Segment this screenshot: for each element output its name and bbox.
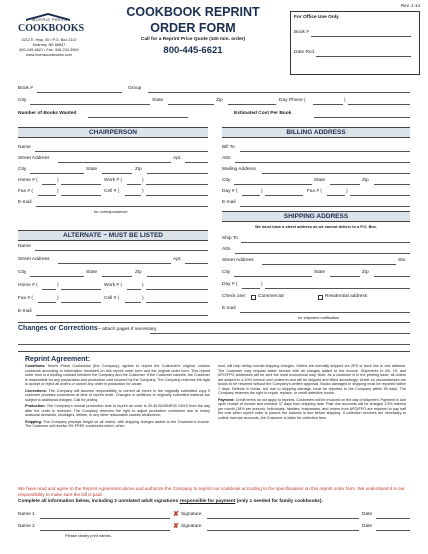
alt-fax-close: ) <box>57 296 59 301</box>
ship-to-label: Ship To <box>222 236 238 241</box>
book-field[interactable] <box>37 92 122 93</box>
chair-city-label: City <box>18 167 27 172</box>
chair-street-label: Street Address <box>18 156 50 161</box>
agreement-col-1 <box>25 364 210 429</box>
office-date-label: Date Rcd <box>294 50 314 55</box>
bill-to-label: Bill To <box>222 145 235 150</box>
chair-apt-field[interactable] <box>185 162 208 163</box>
office-use-box <box>290 11 420 75</box>
office-use-title: For Office Use Only <box>294 15 339 20</box>
chair-fax-field[interactable] <box>61 195 101 196</box>
alt-home-close: ) <box>57 283 59 288</box>
ship-day-area[interactable] <box>242 288 260 289</box>
chair-zip-label: Zip <box>135 167 142 172</box>
name1-label: Name 1 <box>18 512 35 517</box>
bill-attn-label: Attn <box>222 156 231 161</box>
bill-state-label: State <box>314 178 326 183</box>
residential-label: Residential address <box>325 294 368 299</box>
alt-cell-close: ) <box>142 296 144 301</box>
date2-label: Date <box>362 524 373 529</box>
chair-apt-label: Apt. <box>173 156 182 161</box>
city-field[interactable] <box>30 104 150 105</box>
chair-cell-label: Cell # ( <box>104 189 120 194</box>
alt-fax-label: Fax # ( <box>18 296 33 301</box>
changes-field-1[interactable] <box>150 333 410 334</box>
bill-fax-label: Fax # ( <box>307 189 322 194</box>
date1-field[interactable] <box>376 518 410 519</box>
residential-checkbox[interactable] <box>318 295 323 300</box>
bill-day-area[interactable] <box>242 195 260 196</box>
alt-cell-area[interactable] <box>125 302 141 303</box>
address-line-2: Kearney, NE 68847 <box>32 43 66 47</box>
alt-work-close: ) <box>142 283 144 288</box>
alt-apt-field[interactable] <box>185 263 208 264</box>
ship-email-label: E-mail <box>222 306 236 311</box>
print-names-note: Please clearly print names. <box>65 533 112 538</box>
bill-mailing-label: Mailing Address <box>222 167 256 172</box>
alt-state-field[interactable] <box>102 276 132 277</box>
ship-street-label: Street Address <box>222 258 254 263</box>
alt-fax-area[interactable] <box>38 302 56 303</box>
shipping-header: SHIPPING ADDRESS <box>222 211 410 222</box>
agreement-production: Production: The Company's normal production time to reprint an order is 25-30 BUSINESS DAYS from the day after the order is received. The Company reserves the right to adjust production schedules due to heavy seasonal demands, shortages, strikes, or any other reasonable causes whatsoever. <box>25 404 210 417</box>
chair-home-field[interactable] <box>61 184 101 185</box>
alt-email-field[interactable] <box>36 315 208 316</box>
billing-header: BILLING ADDRESS <box>222 127 410 138</box>
website: www.morriscookbooks.com <box>26 53 72 57</box>
bill-fax-close: ) <box>346 189 348 194</box>
ship-attn-label: Attn <box>222 247 231 252</box>
books-wanted-field[interactable] <box>88 117 188 118</box>
ship-to-field[interactable] <box>241 242 410 243</box>
chair-name-field[interactable] <box>35 151 208 152</box>
signature2-field[interactable] <box>207 530 359 531</box>
company-logo <box>18 11 85 35</box>
bill-email-label: E-mail <box>222 200 236 205</box>
bill-state-field[interactable] <box>330 184 360 185</box>
bill-city-field[interactable] <box>234 184 312 185</box>
office-book-field[interactable] <box>311 36 411 37</box>
ship-ste-label: Ste. <box>398 258 407 263</box>
rev-label: Rev. 1-14 <box>400 3 420 8</box>
chair-state-field[interactable] <box>102 173 132 174</box>
state-label: State <box>152 98 164 103</box>
alt-cell-label: Cell # ( <box>104 296 120 301</box>
changes-bottom-rule <box>18 351 410 352</box>
alt-cell-field[interactable] <box>146 302 208 303</box>
day-phone-label: Day Phone ( <box>279 98 306 103</box>
ship-city-label: City <box>222 270 231 275</box>
state-field[interactable] <box>168 104 214 105</box>
agreement-corrections: Corrections: The Company will assume responsibility to correct all errors in the originally submitted copy if customer provides corrections at time of reprint order. Changes or additions to originally submitted material are subject to additional charges. Call for pricing. <box>25 388 210 402</box>
agreement-col-2 <box>218 364 406 420</box>
chair-fax-area[interactable] <box>38 195 56 196</box>
bill-email-field[interactable] <box>240 206 410 207</box>
office-date-field[interactable] <box>316 56 411 57</box>
ship-state-field[interactable] <box>330 276 360 277</box>
est-cost-field[interactable] <box>314 117 410 118</box>
alt-email-label: E-mail <box>18 309 32 314</box>
bill-fax-area[interactable] <box>327 195 345 196</box>
chair-work-close: ) <box>142 178 144 183</box>
day-phone-area-field[interactable] <box>313 104 343 105</box>
ship-zip-label: Zip <box>362 270 369 275</box>
chair-email-field[interactable] <box>36 206 208 207</box>
chair-fax-label: Fax # ( <box>18 189 33 194</box>
agreement-conditions: Conditions: Morris Press Cookbooks (the Company), agrees to reprint the Customer's original, custom cookbook according to information furnished on this reprint order form and the original order form. This reprint order form is a binding contract between the Company and the Customer. If the Customer cancels, the Customer is responsible for any preparation and production cost incurred by the Company. The Company reserves the right to accept or reject all orders or cancel any order in production for cause. <box>25 364 210 386</box>
signature2-label: Signature <box>181 524 202 529</box>
group-field[interactable] <box>148 92 410 93</box>
chair-work-field[interactable] <box>146 184 208 185</box>
signature1-field[interactable] <box>207 518 359 519</box>
alt-state-label: State <box>86 270 98 275</box>
chair-work-area[interactable] <box>127 184 141 185</box>
bill-day-close: ) <box>261 189 263 194</box>
chair-cell-close: ) <box>142 189 144 194</box>
bill-city-label: City <box>222 178 231 183</box>
changes-top-rule <box>18 322 410 323</box>
alt-zip-label: Zip <box>135 270 142 275</box>
alt-fax-field[interactable] <box>61 302 101 303</box>
ship-check-one-label: Check one: <box>222 294 247 299</box>
changes-field-2[interactable] <box>18 344 410 345</box>
form-title-1: COOKBOOK REPRINT <box>126 5 260 19</box>
ship-email-note: for shipment notification <box>298 315 340 320</box>
chair-zip-field[interactable] <box>147 173 208 174</box>
sign-here-x-icon: ✘ <box>173 511 179 518</box>
brand-name: COOKBOOKS <box>18 23 85 34</box>
bill-to-field[interactable] <box>240 151 410 152</box>
agreement-title: Reprint Agreement: <box>25 356 91 363</box>
shipping-note: We must have a street address as we cannot deliver to a P.O. Box. <box>254 224 378 229</box>
agreement-statement: We have read and agree to the Reprint Agreement above and authorize the Company to reprint our cookbook according to the specifications on this reprint order form. We understand it is our responsibility to make sure the bill is paid. <box>18 486 405 497</box>
office-book-label: Book # <box>294 30 309 35</box>
bill-zip-label: Zip <box>362 178 369 183</box>
alt-work-field[interactable] <box>146 289 208 290</box>
ship-email-field[interactable] <box>240 312 410 313</box>
zip-label: Zip <box>216 98 223 103</box>
alt-home-label: Home # ( <box>18 283 38 288</box>
address-line-1: 3212 E. Hwy. 30 • P.O. Box 2110 <box>21 38 77 42</box>
chair-home-label: Home # ( <box>18 178 38 183</box>
chair-home-close: ) <box>57 178 59 183</box>
changes-title: Changes or Corrections <box>18 325 98 332</box>
chair-cell-area[interactable] <box>125 195 141 196</box>
commercial-checkbox[interactable] <box>251 295 256 300</box>
alternate-header: ALTERNATE ~ MUST BE LISTED <box>18 230 208 241</box>
agreement-shipping: Shipping: The Company prepays freight on all orders, with shipping charges added to the Customer's invoice. The Customer will receive 5% FREE cookbooks which, when <box>25 419 210 428</box>
city-label: City <box>18 98 27 103</box>
complete-instructions: Complete all information below, including 2 unrelated adult signatures responsible for payment (only 1 needed for family cookbooks). <box>18 499 323 504</box>
commercial-label: Commercial <box>258 294 284 299</box>
form-subtitle: Call for a Reprint Price Quote (100 min. order) <box>140 37 246 42</box>
bill-attn-field[interactable] <box>235 162 410 163</box>
brand-top: MORRIS PRESS <box>32 18 68 22</box>
chair-fax-close: ) <box>57 189 59 194</box>
name1-field[interactable] <box>40 518 170 519</box>
ship-attn-field[interactable] <box>235 253 410 254</box>
ship-day-close: ) <box>261 282 263 287</box>
chair-email-label: E-mail <box>18 200 32 205</box>
bill-mailing-field[interactable] <box>262 173 410 174</box>
agreement-payment: Payment: Credit terms do not apply to reprints. Customers will be invoiced on the day of shipment. Payment is due upon receipt of invoice and overdue 37 days from shipping date. Past due accounts will be charged 1.5% interest per month (18% per annum). Individuals, families, businesses, and orders from APO/FPO are required to pay half the cost when reprint order is placed; the balance is due before shipping. If collection services are necessary to collect overdue accounts, the Customer is liable for collection fees. <box>218 397 406 420</box>
chair-work-label: Work # ( <box>104 178 123 183</box>
zip-field[interactable] <box>228 104 276 105</box>
alt-name-label: Name <box>18 244 31 249</box>
alt-apt-label: Apt. <box>173 257 182 262</box>
ship-state-label: State <box>314 270 326 275</box>
chair-state-label: State <box>86 167 98 172</box>
books-wanted-label: Number of Books Wanted <box>18 111 77 116</box>
alt-street-field[interactable] <box>58 263 171 264</box>
ship-day-field[interactable] <box>265 288 410 289</box>
day-phone-close: ) <box>344 98 346 103</box>
ship-street-field[interactable] <box>262 264 396 265</box>
alt-zip-field[interactable] <box>147 276 208 277</box>
chairperson-header: CHAIRPERSON <box>18 127 208 138</box>
alt-city-label: City <box>18 270 27 275</box>
bill-day-field[interactable] <box>265 195 303 196</box>
alt-city-field[interactable] <box>30 276 84 277</box>
date2-field[interactable] <box>376 530 410 531</box>
bill-fax-field[interactable] <box>350 195 410 196</box>
date1-label: Date <box>362 512 373 517</box>
chair-city-field[interactable] <box>30 173 84 174</box>
big-phone: 800-445-6621 <box>163 45 223 56</box>
name2-label: Name 2 <box>18 524 35 529</box>
sign-here-x-icon: ✘ <box>173 523 179 530</box>
alt-name-field[interactable] <box>35 250 208 251</box>
alt-home-field[interactable] <box>61 289 101 290</box>
alt-street-label: Street Address <box>18 257 50 262</box>
alt-home-area[interactable] <box>42 289 56 290</box>
signature1-label: Signature <box>181 512 202 517</box>
name2-field[interactable] <box>40 530 170 531</box>
group-label: Group <box>128 86 142 91</box>
day-phone-field[interactable] <box>348 104 410 105</box>
phone-fax: 800-445-6621 • Fax: 308-234-3969 <box>19 48 79 52</box>
agreement-shipping-cont: sold, will help defray normal shipping charges. Orders are normally shipped via UPS or truck line to one address. The Customer may request faster service with all charges added to the invoice. Shipments to AK, HI, and APO/FPO addresses will be sent the most economical way. Note: As a customer is in the printing trade, all orders are subject to a 10% overrun and underrun and will be shipped and billed accordingly. Under no circumstances are books to be returned without the Company's written approval. Books damaged in shipping must be reported within 7 days. Defects in books, but due to shipping damage, must be reported to the Company within 90 days. The Company reserves the right to repair, replace, or credit defective books. <box>218 364 406 395</box>
chair-name-label: Name <box>18 145 31 150</box>
chair-home-area[interactable] <box>42 184 56 185</box>
ship-city-field[interactable] <box>234 276 312 277</box>
chair-street-field[interactable] <box>58 162 171 163</box>
alt-work-area[interactable] <box>127 289 141 290</box>
chair-email-note: for correspondence <box>94 209 128 214</box>
est-cost-label: Estimated Cost Per Book <box>234 111 292 116</box>
ship-day-label: Day # ( <box>222 282 238 287</box>
bill-zip-field[interactable] <box>374 184 410 185</box>
book-label: Book # <box>18 86 33 91</box>
ship-zip-field[interactable] <box>374 276 410 277</box>
alt-work-label: Work # ( <box>104 283 123 288</box>
chair-cell-field[interactable] <box>146 195 208 196</box>
form-title-2: ORDER FORM <box>150 21 236 35</box>
bill-day-label: Day # ( <box>222 189 238 194</box>
changes-hint: ~ attach pages if necessary <box>98 327 157 332</box>
